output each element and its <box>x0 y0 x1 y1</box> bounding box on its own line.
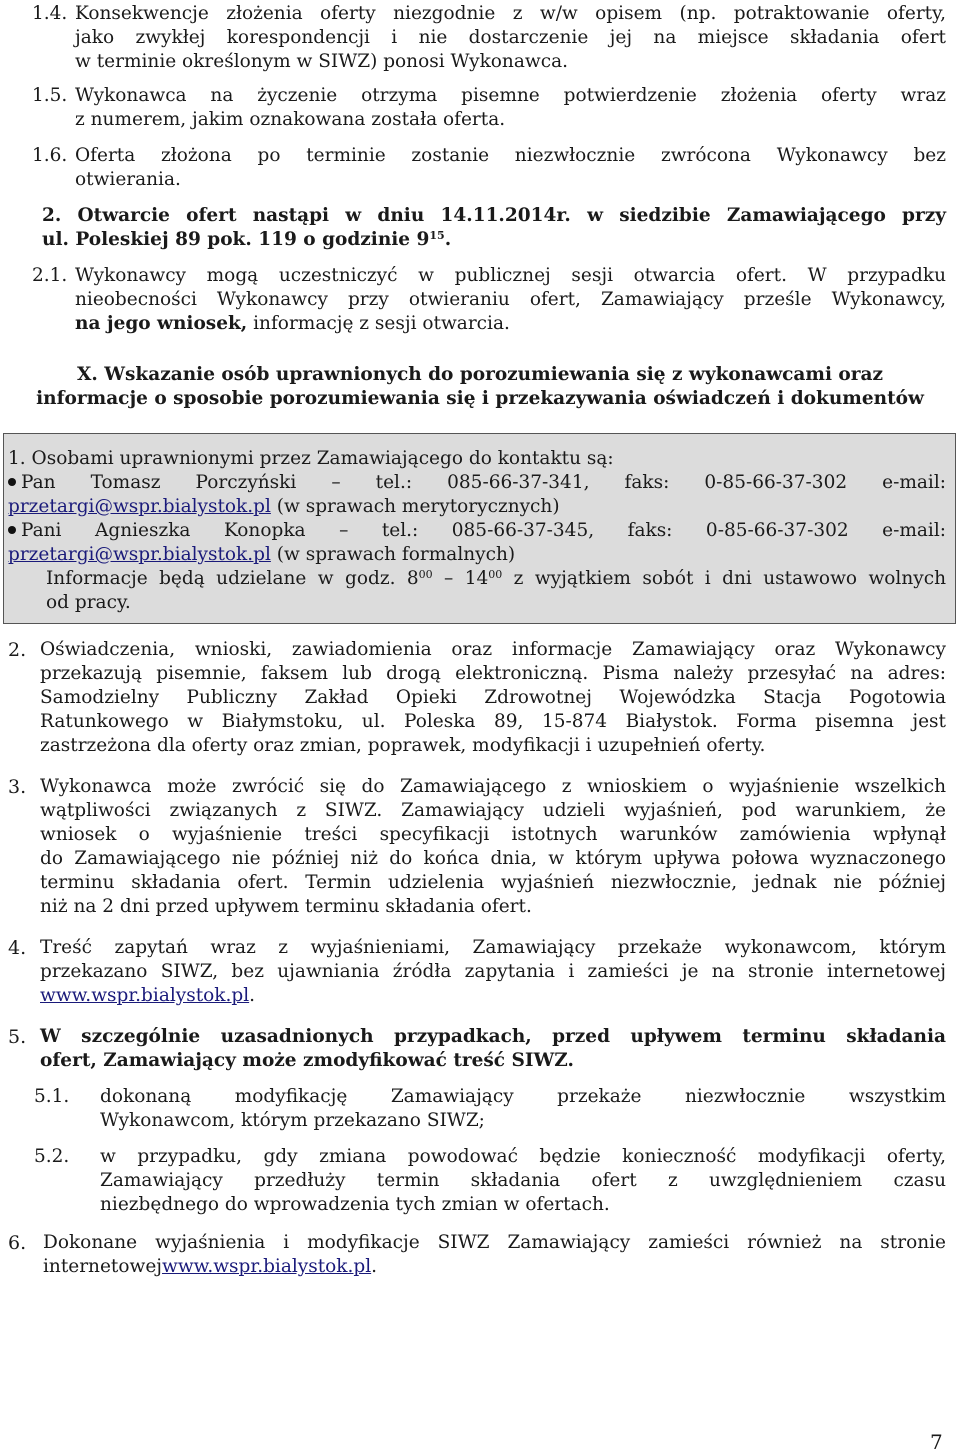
item-number: 5.2. <box>34 1146 70 1167</box>
item-5-2: w przypadku, gdy zmiana powodować będzie konieczność modyfikacji oferty, Zamawiający przedłuży termin składania ofert z uwzględnieniem czasu niezbędnego do wprowadzenia tych zmian w ofertach. <box>100 1146 946 1215</box>
item-2-1: Wykonawcy mogą uczestniczyć w publicznej sesji otwarcia ofert. W przypadku nieobecności Wykonawcy przy otwieraniu ofert, Zamawiający prześle Wykonawcy, na jego wniosek, informację z sesji otwarcia. <box>75 265 946 334</box>
item-number: 4. <box>8 937 27 959</box>
contact-box-content: 1. Osobami uprawnionymi przez Zamawiającego do kontaktu są: Pan Tomasz Porczyński – tel.: 085-66-37-341, faks: 0-85-66-37-302 e-mail: przetargi@wspr.bialystok.pl (w sprawach merytorycznych) Pani Agnieszka Konopka – tel.: 085-66-37-345, faks: 0-85-66-37-302 e-mail: przetargi@wspr.bialystok.pl (w sprawach formalnych) Informacje będą udzielane w godz. $8^{00} - 14^{00}$ z wyjątkiem sobót i dni ustawowo wolnych od pracy. <box>8 448 946 613</box>
item-5-1: dokonaną modyfikację Zamawiający przekaże niezwłocznie wszystkim Wykonawcom, którym przekazano SIWZ; <box>100 1086 946 1131</box>
item-number: 2.1. <box>32 265 68 286</box>
paragraph-2: Oświadczenia, wnioski, zawiadomienia oraz informacje Zamawiający oraz Wykonawcy przekazują pisemnie, faksem lub drogą elektroniczną. Pisma należy przesyłać na adres: Samodzielny Publiczny Zakład Opieki Zdrowotnej Wojewódzka Stacja Pogotowia Ratunkowego w Białymstoku, ul. Poleska 89, 15-874 Białystok. Forma pisemna jest zastrzeżona dla oferty oraz zmian, poprawek, modyfikacji i uzupełnień oferty. <box>40 639 946 756</box>
email-link-2[interactable]: przetargi@wspr.bialystok.pl <box>8 544 271 565</box>
paragraph-3: Wykonawca może zwrócić się do Zamawiającego z wnioskiem o wyjaśnienie wszelkich wątpliwości związanych z SIWZ. Zamawiający udzieli wyjaśnień, pod warunkiem, że wniosek o wyjaśnienie treści specyfikacji istotnych warunków zamówienia wpłynął do Zamawiającego nie później niż do końca dnia, w którym upływa połowa wyznaczonego terminu składania ofert. Termin udzielenia wyjaśnień niezwłocznie, jednak nie później niż na 2 dni przed upływem terminu składania ofert. <box>40 776 946 917</box>
item-number: 6. <box>8 1232 27 1254</box>
item-number: 1.6. <box>32 145 68 166</box>
contact-person-1: Pan Tomasz Porczyński – tel.: 085-66-37-341, faks: 0-85-66-37-302 e-mail: <box>21 472 946 493</box>
website-link[interactable]: www.wspr.bialystok.pl <box>40 985 250 1006</box>
item-number: 1.4. <box>32 3 68 24</box>
bullet-icon <box>8 478 16 486</box>
email-link-1[interactable]: przetargi@wspr.bialystok.pl <box>8 496 271 517</box>
item-number: 2. <box>8 639 27 661</box>
contact-person-2: Pani Agnieszka Konopka – tel.: 085-66-37-345, faks: 0-85-66-37-302 e-mail: <box>21 520 946 541</box>
item-number: 5.1. <box>34 1086 70 1107</box>
office-hours: Informacje będą udzielane w godz. $8^{00} - 14^{00}$ z wyjątkiem sobót i dni ustawowo wolnych <box>46 568 946 589</box>
item-number: 1.5. <box>32 85 68 106</box>
page-number: 7 <box>930 1430 943 1454</box>
item-1-6: Oferta złożona po terminie zostanie niezwłocznie zwrócona Wykonawcy bez otwierania. <box>75 145 946 190</box>
item-number: 5. <box>8 1026 27 1048</box>
item-1-4: Konsekwencje złożenia oferty niezgodnie z w/w opisem (np. potraktowanie oferty, jako zwykłej korespondencji i nie dostarczenie jej na miejsce składania ofert w terminie określonym w SIWZ) ponosi Wykonawca. <box>75 3 946 72</box>
paragraph-6: Dokonane wyjaśnienia i modyfikacje SIWZ Zamawiający zamieści również na stronie internetowejwww.wspr.bialystok.pl. <box>43 1232 946 1277</box>
item-number: 3. <box>8 776 27 798</box>
paragraph-5: W szczególnie uzasadnionych przypadkach, przed upływem terminu składania ofert, Zamawiający może zmodyfikować treść SIWZ. <box>40 1026 946 1071</box>
item-1-5: Wykonawca na życzenie otrzyma pisemne potwierdzenie złożenia oferty wraz z numerem, jakim oznakowana została oferta. <box>75 85 946 130</box>
paragraph-4: Treść zapytań wraz z wyjaśnieniami, Zamawiający przekaże wykonawcom, którym przekazano SIWZ, bez ujawniania źródła zapytania i zamieści je na stronie internetowej www.wspr.bialystok.pl. <box>40 937 946 1006</box>
website-link[interactable]: www.wspr.bialystok.pl <box>162 1256 372 1277</box>
bullet-icon <box>8 526 16 534</box>
contact-intro: 1. Osobami uprawnionymi przez Zamawiającego do kontaktu są: <box>8 448 614 469</box>
section-2-opening: 2. Otwarcie ofert nastąpi w dniu 14.11.2014r. w siedzibie Zamawiającego przy ul. Poleskiej 89 pok. 119 o godzinie $9^{15}$. <box>42 205 946 250</box>
section-heading: X. Wskazanie osób uprawnionych do porozumiewania się z wykonawcami oraz informacje o sposobie porozumiewania się i przekazywania oświadczeń i dokumentów <box>36 364 924 409</box>
